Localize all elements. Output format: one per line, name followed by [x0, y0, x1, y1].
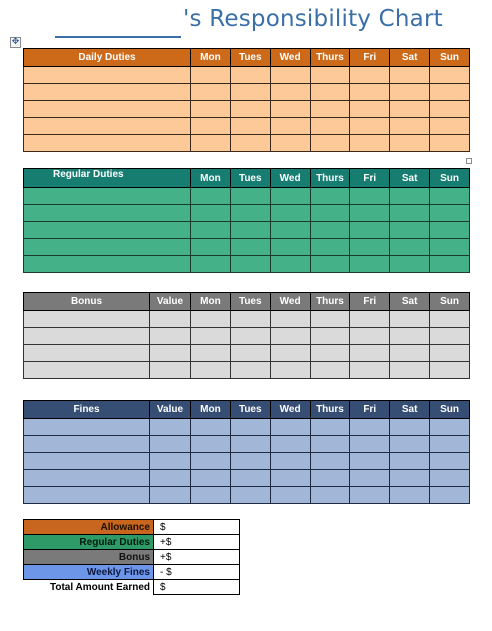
table-cell[interactable] — [390, 362, 430, 379]
day-header-tues: Tues — [230, 293, 270, 311]
table-cell[interactable] — [430, 345, 470, 362]
table-cell[interactable] — [24, 419, 150, 436]
table-cell[interactable] — [310, 67, 350, 84]
table-cell[interactable] — [430, 135, 470, 152]
table-cell[interactable] — [150, 470, 191, 487]
table-cell[interactable] — [430, 222, 470, 239]
table-cell[interactable] — [310, 188, 350, 205]
bonus-label: Bonus — [24, 293, 150, 311]
table-cell[interactable] — [24, 487, 150, 504]
table-row — [24, 239, 470, 256]
table-row — [24, 205, 470, 222]
table-cell[interactable] — [310, 345, 350, 362]
table-cell[interactable] — [390, 101, 430, 118]
table-cell[interactable] — [390, 470, 430, 487]
daily-duties-label: Daily Duties — [24, 49, 191, 67]
regular-duties-label: Regular Duties — [24, 169, 191, 188]
table-cell[interactable] — [24, 453, 150, 470]
summary-row-regular-duties — [24, 535, 240, 550]
table-cell[interactable] — [270, 118, 310, 135]
day-header-sun: Sun — [430, 401, 470, 419]
table-cell[interactable] — [430, 101, 470, 118]
day-header-tues: Tues — [230, 169, 270, 188]
table-cell[interactable] — [24, 101, 191, 118]
table-cell[interactable] — [191, 345, 231, 362]
bonus-header-row — [24, 293, 470, 311]
table-cell[interactable] — [24, 256, 191, 273]
day-header-mon: Mon — [191, 169, 231, 188]
table-cell[interactable] — [350, 419, 390, 436]
table-cell[interactable] — [270, 436, 310, 453]
table-cell[interactable] — [191, 256, 231, 273]
earnings-summary-table — [23, 519, 240, 595]
table-cell[interactable] — [230, 256, 270, 273]
weekly-fines-label: Weekly Fines — [24, 565, 154, 580]
table-cell[interactable] — [390, 239, 430, 256]
table-cell[interactable] — [430, 239, 470, 256]
table-cell[interactable] — [430, 436, 470, 453]
table-cell[interactable] — [350, 487, 390, 504]
table-cell[interactable] — [310, 256, 350, 273]
day-header-thurs: Thurs — [310, 169, 350, 188]
total-amount-label: Total Amount Earned — [24, 580, 154, 595]
table-cell[interactable] — [230, 67, 270, 84]
table-cell[interactable] — [150, 362, 191, 379]
table-cell[interactable] — [230, 135, 270, 152]
table-cell[interactable] — [430, 188, 470, 205]
fines-label: Fines — [24, 401, 150, 419]
table-cell[interactable] — [230, 101, 270, 118]
day-header-thurs: Thurs — [310, 293, 350, 311]
table-cell[interactable] — [390, 453, 430, 470]
day-header-sun: Sun — [430, 293, 470, 311]
table-cell[interactable] — [24, 362, 150, 379]
table-cell[interactable] — [191, 436, 231, 453]
regular-duties-summary-label: Regular Duties — [24, 535, 154, 550]
fines-value-label: Value — [150, 401, 191, 419]
regular-duties-table — [23, 168, 470, 273]
table-cell[interactable] — [430, 487, 470, 504]
table-cell[interactable] — [350, 135, 390, 152]
table-cell[interactable] — [350, 362, 390, 379]
table-cell[interactable] — [310, 205, 350, 222]
table-cell[interactable] — [310, 222, 350, 239]
table-cell[interactable] — [350, 84, 390, 101]
table-cell[interactable] — [270, 256, 310, 273]
regular-duties-header-row — [24, 169, 470, 188]
table-cell[interactable] — [230, 453, 270, 470]
day-header-tues: Tues — [230, 401, 270, 419]
table-cell[interactable] — [191, 328, 231, 345]
table-cell[interactable] — [390, 84, 430, 101]
table-cell[interactable] — [390, 118, 430, 135]
day-header-thurs: Thurs — [310, 49, 350, 67]
day-header-fri: Fri — [350, 401, 390, 419]
table-cell[interactable] — [270, 345, 310, 362]
table-cell[interactable] — [350, 118, 390, 135]
table-row — [24, 487, 470, 504]
table-cell[interactable] — [150, 419, 191, 436]
allowance-label: Allowance — [24, 520, 154, 535]
table-cell[interactable] — [150, 436, 191, 453]
bonus-summary-label: Bonus — [24, 550, 154, 565]
day-header-thurs: Thurs — [310, 401, 350, 419]
day-header-sat: Sat — [390, 401, 430, 419]
fines-header-row — [24, 401, 470, 419]
table-cell[interactable] — [310, 239, 350, 256]
table-row — [24, 256, 470, 273]
table-cell[interactable] — [270, 487, 310, 504]
table-row — [24, 135, 470, 152]
daily-duties-body — [24, 67, 470, 152]
table-cell[interactable] — [350, 101, 390, 118]
daily-duties-header-row — [24, 49, 470, 67]
table-cell[interactable] — [390, 205, 430, 222]
table-cell[interactable] — [430, 67, 470, 84]
bonus-value-cell[interactable]: +$ — [154, 550, 240, 565]
table-cell[interactable] — [430, 470, 470, 487]
table-cell[interactable] — [270, 101, 310, 118]
table-cell[interactable] — [230, 84, 270, 101]
day-header-sat: Sat — [390, 293, 430, 311]
regular-duties-value-cell[interactable]: +$ — [154, 535, 240, 550]
table-row — [24, 419, 470, 436]
table-cell[interactable] — [270, 84, 310, 101]
day-header-wed: Wed — [270, 49, 310, 67]
table-cell[interactable] — [191, 84, 231, 101]
summary-row-allowance — [24, 520, 240, 535]
table-cell[interactable] — [390, 328, 430, 345]
table-cell[interactable] — [230, 345, 270, 362]
table-row — [24, 311, 470, 328]
table-cell[interactable] — [430, 84, 470, 101]
table-move-handle-icon[interactable]: ✥ — [11, 37, 20, 47]
table-cell[interactable] — [24, 67, 191, 84]
table-cell[interactable] — [270, 205, 310, 222]
table-cell[interactable] — [150, 453, 191, 470]
table-cell[interactable] — [230, 205, 270, 222]
table-row — [24, 328, 470, 345]
table-cell[interactable] — [230, 328, 270, 345]
table-cell[interactable] — [270, 328, 310, 345]
table-cell[interactable] — [430, 453, 470, 470]
table-cell[interactable] — [430, 328, 470, 345]
table-cell[interactable] — [230, 419, 270, 436]
regular-duties-body — [24, 188, 470, 273]
table-cell[interactable] — [270, 188, 310, 205]
table-cell[interactable] — [24, 470, 150, 487]
table-cell[interactable] — [430, 256, 470, 273]
bonus-table — [23, 292, 470, 379]
table-cell[interactable] — [191, 205, 231, 222]
table-cell[interactable] — [430, 118, 470, 135]
table-cell[interactable] — [150, 328, 191, 345]
table-cell[interactable] — [270, 419, 310, 436]
allowance-value-cell[interactable]: $ — [154, 520, 240, 535]
table-cell[interactable] — [350, 67, 390, 84]
day-header-wed: Wed — [270, 401, 310, 419]
table-cell[interactable] — [310, 328, 350, 345]
table-cell[interactable] — [310, 436, 350, 453]
table-cell[interactable] — [191, 188, 231, 205]
summary-row-weekly-fines — [24, 565, 240, 580]
table-cell[interactable] — [150, 311, 191, 328]
table-cell[interactable] — [310, 84, 350, 101]
table-cell[interactable] — [390, 222, 430, 239]
table-cell[interactable] — [230, 362, 270, 379]
table-cell[interactable] — [430, 311, 470, 328]
weekly-fines-value-cell[interactable]: - $ — [154, 565, 240, 580]
table-cell[interactable] — [191, 419, 231, 436]
table-cell[interactable] — [230, 188, 270, 205]
table-cell[interactable] — [191, 487, 231, 504]
table-cell[interactable] — [191, 453, 231, 470]
bonus-body — [24, 311, 470, 379]
summary-row-total — [24, 580, 240, 595]
table-cell[interactable] — [191, 470, 231, 487]
day-header-wed: Wed — [270, 293, 310, 311]
table-cell[interactable] — [191, 311, 231, 328]
table-cell[interactable] — [270, 453, 310, 470]
table-cell[interactable] — [390, 311, 430, 328]
table-cell[interactable] — [350, 436, 390, 453]
table-cell[interactable] — [350, 470, 390, 487]
table-cell[interactable] — [191, 101, 231, 118]
table-cell[interactable] — [390, 487, 430, 504]
table-cell[interactable] — [270, 239, 310, 256]
table-row — [24, 470, 470, 487]
table-cell[interactable] — [390, 135, 430, 152]
day-header-fri: Fri — [350, 49, 390, 67]
table-cell[interactable] — [350, 328, 390, 345]
table-row — [24, 67, 470, 84]
table-cell[interactable] — [350, 239, 390, 256]
table-cell[interactable] — [24, 311, 150, 328]
table-cell[interactable] — [270, 470, 310, 487]
table-cell[interactable] — [390, 188, 430, 205]
table-cell[interactable] — [191, 239, 231, 256]
table-cell[interactable] — [350, 188, 390, 205]
table-cell[interactable] — [230, 436, 270, 453]
table-cell[interactable] — [150, 487, 191, 504]
table-cell[interactable] — [430, 419, 470, 436]
day-header-sun: Sun — [430, 49, 470, 67]
day-header-sun: Sun — [430, 169, 470, 188]
table-cell[interactable] — [24, 188, 191, 205]
table-cell[interactable] — [390, 419, 430, 436]
bonus-value-label: Value — [150, 293, 191, 311]
total-amount-value-cell[interactable]: $ — [154, 580, 240, 595]
table-cell[interactable] — [310, 311, 350, 328]
table-cell[interactable] — [230, 222, 270, 239]
table-cell[interactable] — [270, 222, 310, 239]
table-cell[interactable] — [350, 256, 390, 273]
table-cell[interactable] — [191, 118, 231, 135]
fines-table — [23, 400, 470, 504]
name-blank-line[interactable] — [55, 36, 181, 38]
table-row — [24, 101, 470, 118]
table-cell[interactable] — [310, 453, 350, 470]
daily-duties-table — [23, 48, 470, 152]
table-cell[interactable] — [310, 135, 350, 152]
table-cell[interactable] — [310, 118, 350, 135]
table-row — [24, 345, 470, 362]
table-row — [24, 436, 470, 453]
day-header-sat: Sat — [390, 169, 430, 188]
table-cell[interactable] — [270, 362, 310, 379]
day-header-mon: Mon — [191, 293, 231, 311]
table-cell[interactable] — [350, 205, 390, 222]
table-cell[interactable] — [390, 436, 430, 453]
summary-row-bonus — [24, 550, 240, 565]
table-cell[interactable] — [24, 222, 191, 239]
table-cell[interactable] — [310, 470, 350, 487]
table-row — [24, 188, 470, 205]
table-cell[interactable] — [230, 487, 270, 504]
table-cell[interactable] — [230, 311, 270, 328]
table-cell[interactable] — [191, 222, 231, 239]
table-row — [24, 84, 470, 101]
table-cell[interactable] — [150, 345, 191, 362]
table-cell[interactable] — [310, 419, 350, 436]
table-resize-handle[interactable] — [466, 158, 472, 164]
page-title: 's Responsibility Chart — [183, 6, 443, 32]
table-cell[interactable] — [24, 328, 150, 345]
table-cell[interactable] — [350, 222, 390, 239]
table-cell[interactable] — [270, 135, 310, 152]
table-cell[interactable] — [230, 470, 270, 487]
table-row — [24, 118, 470, 135]
table-cell[interactable] — [191, 135, 231, 152]
table-cell[interactable] — [230, 118, 270, 135]
table-cell[interactable] — [191, 67, 231, 84]
day-header-tues: Tues — [230, 49, 270, 67]
table-cell[interactable] — [24, 239, 191, 256]
table-cell[interactable] — [24, 84, 191, 101]
table-cell[interactable] — [24, 118, 191, 135]
day-header-mon: Mon — [191, 49, 231, 67]
day-header-fri: Fri — [350, 293, 390, 311]
day-header-wed: Wed — [270, 169, 310, 188]
table-cell[interactable] — [191, 362, 231, 379]
table-cell[interactable] — [310, 487, 350, 504]
table-cell[interactable] — [310, 362, 350, 379]
table-cell[interactable] — [430, 362, 470, 379]
table-cell[interactable] — [390, 345, 430, 362]
day-header-sat: Sat — [390, 49, 430, 67]
table-cell[interactable] — [350, 311, 390, 328]
table-cell[interactable] — [350, 453, 390, 470]
table-cell[interactable] — [270, 311, 310, 328]
day-header-mon: Mon — [191, 401, 231, 419]
table-cell[interactable] — [390, 256, 430, 273]
table-cell[interactable] — [24, 436, 150, 453]
table-row — [24, 362, 470, 379]
table-cell[interactable] — [350, 345, 390, 362]
table-cell[interactable] — [24, 135, 191, 152]
day-header-fri: Fri — [350, 169, 390, 188]
table-cell[interactable] — [24, 345, 150, 362]
table-cell[interactable] — [24, 205, 191, 222]
table-row — [24, 222, 470, 239]
table-cell[interactable] — [230, 239, 270, 256]
table-cell[interactable] — [390, 67, 430, 84]
table-cell[interactable] — [270, 67, 310, 84]
fines-body — [24, 419, 470, 504]
table-row — [24, 453, 470, 470]
table-cell[interactable] — [430, 205, 470, 222]
table-cell[interactable] — [310, 101, 350, 118]
